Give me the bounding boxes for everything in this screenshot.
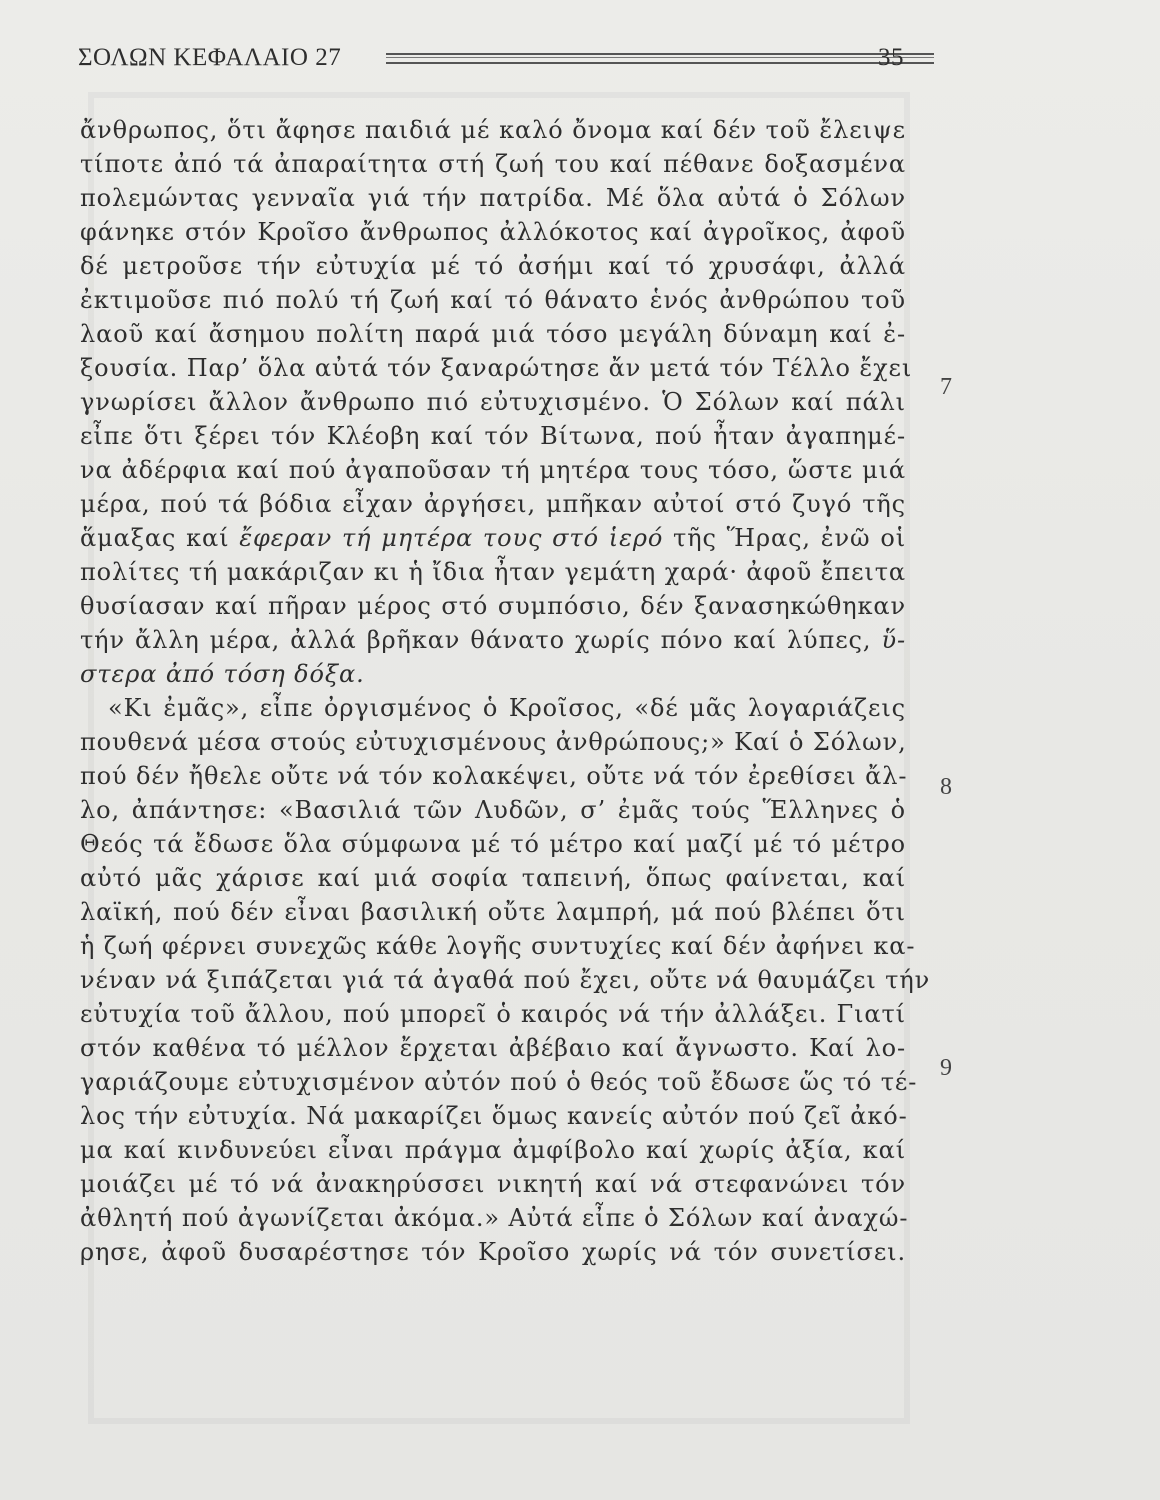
section-number: 7	[940, 374, 952, 400]
text-line: πολίτες τή μακάριζαν κι ἡ ἴδια ἦταν γεμάτη χαρά· ἀφοῦ ἔπειτα	[80, 558, 906, 586]
text-line: μοιάζει μέ τό νά ἀνακηρύσσει νικητή καί νά στεφανώνει τόν	[80, 1170, 906, 1198]
running-header	[78, 44, 904, 78]
text-line: μέρα, πού τά βόδια εἶχαν ἀργήσει, μπῆκαν αὐτοί στό ζυγό τῆς	[80, 490, 906, 518]
italic-phrase: στερα ἀπό τόση δόξα.	[80, 660, 365, 688]
text-line	[80, 657, 906, 691]
text-line: Θεός τά ἔδωσε ὅλα σύμφωνα μέ τό μέτρο καί μαζί μέ τό μέτρο	[80, 830, 906, 858]
text-line	[80, 521, 906, 555]
paragraph-first-line: «Κι ἐμᾶς», εἶπε ὀργισμένος ὁ Κροῖσος, «δέ μᾶς λογαριάζεις	[108, 694, 906, 722]
text-line: τίποτε ἀπό τά ἀπαραίτητα στή ζωή του καί πέθανε δοξασμένα	[80, 150, 906, 178]
text-span: ἅμαξας καί	[80, 524, 240, 552]
text-line: πολεμώντας γενναῖα γιά τήν πατρίδα. Μέ ὅλα αὐτά ὁ Σόλων	[80, 184, 906, 212]
text-line	[80, 623, 906, 657]
text-line: ἐκτιμοῦσε πιό πολύ τή ζωή καί τό θάνατο ἑνός ἀνθρώπου τοῦ	[80, 286, 906, 314]
text-line: γνωρίσει ἄλλον ἄνθρωπο πιό εὐτυχισμένο. Ὁ Σόλων καί πάλι	[80, 388, 906, 416]
text-line: ξουσία. Παρ’ ὅλα αὐτά τόν ξαναρώτησε ἄν μετά τόν Τέλλο ἔχει	[80, 354, 913, 382]
text-line: στόν καθένα τό μέλλον ἔρχεται ἀβέβαιο καί ἄγνωστο. Καί λο-	[80, 1034, 906, 1062]
text-line: δέ μετροῦσε τήν εὐτυχία μέ τό ἀσήμι καί τό χρυσάφι, ἀλλά	[80, 252, 906, 280]
text-line: νέναν νά ξιπάζεται γιά τά ἀγαθά πού ἔχει, οὔτε νά θαυμάζει τήν	[80, 966, 931, 994]
page-number: 35	[878, 44, 904, 71]
text-line: λος τήν εὐτυχία. Νά μακαρίζει ὅμως κανείς αὐτόν πού ζεῖ ἀκό-	[80, 1102, 908, 1130]
chapter-title: ΣΟΛΩΝ ΚΕΦΑΛΑΙΟ 27	[78, 44, 342, 71]
text-span: τήν ἄλλη μέρα, ἀλλά βρῆκαν θάνατο χωρίς πόνο καί λύπες,	[80, 626, 882, 654]
text-line: αὐτό μᾶς χάρισε καί μιά σοφία ταπεινή, ὅπως φαίνεται, καί	[80, 864, 906, 892]
text-line: ἡ ζωή φέρνει συνεχῶς κάθε λογῆς συντυχίες καί δέν ἀφήνει κα-	[80, 932, 916, 960]
text-line: λαοῦ καί ἄσημου πολίτη παρά μιά τόσο μεγάλη δύναμη καί ἐ-	[80, 320, 906, 348]
italic-phrase: ὕ-	[881, 626, 906, 654]
text-line: πού δέν ἤθελε οὔτε νά τόν κολακέψει, οὔτε νά τόν ἐρεθίσει ἄλ-	[80, 762, 908, 790]
text-line: να ἀδέρφια καί πού ἀγαποῦσαν τή μητέρα τους τόσο, ὥστε μιά	[80, 456, 906, 484]
section-number: 9	[940, 1055, 952, 1081]
text-line: εἶπε ὅτι ξέρει τόν Κλέοβη καί τόν Βίτωνα, πού ἦταν ἀγαπημέ-	[80, 422, 906, 450]
text-line: λο, ἀπάντησε: «Βασιλιά τῶν Λυδῶν, σ’ ἐμᾶς τούς Ἕλληνες ὁ	[80, 796, 906, 824]
text-line: πουθενά μέσα στούς εὐτυχισμένους ἀνθρώπους;» Καί ὁ Σόλων,	[80, 728, 907, 756]
text-line: λαϊκή, πού δέν εἶναι βασιλική οὔτε λαμπρή, μά πού βλέπει ὅτι	[80, 898, 906, 926]
text-line: γαριάζουμε εὐτυχισμένον αὐτόν πού ὁ θεός τοῦ ἔδωσε ὥς τό τέ-	[80, 1068, 918, 1096]
text-line: θυσίασαν καί πῆραν μέρος στό συμπόσιο, δέν ξανασηκώθηκαν	[80, 592, 906, 620]
text-line: ρησε, ἀφοῦ δυσαρέστησε τόν Κροῖσο χωρίς νά τόν συνετίσει.	[80, 1238, 906, 1266]
text-line: φάνηκε στόν Κροῖσο ἄνθρωπος ἀλλόκοτος καί ἀγροῖκος, ἀφοῦ	[80, 218, 906, 246]
text-line: ἀθλητή πού ἀγωνίζεται ἀκόμα.» Αὐτά εἶπε ὁ Σόλων καί ἀναχώ-	[80, 1204, 909, 1232]
text-line: μα καί κινδυνεύει εἶναι πράγμα ἀμφίβολο καί χωρίς ἀξία, καί	[80, 1136, 906, 1164]
text-line: εὐτυχία τοῦ ἄλλου, πού μπορεῖ ὁ καιρός νά τήν ἀλλάξει. Γιατί	[80, 1000, 906, 1028]
header-double-rule	[386, 53, 934, 64]
text-span: τῆς Ἥρας, ἐνῶ οἱ	[663, 524, 907, 552]
italic-phrase: ἔφεραν τή μητέρα τους στό ἱερό	[239, 524, 664, 552]
section-number: 8	[940, 774, 952, 800]
text-line: ἄνθρωπος, ὅτι ἄφησε παιδιά μέ καλό ὄνομα καί δέν τοῦ ἔλειψε	[80, 116, 906, 144]
body-text	[80, 113, 931, 1269]
